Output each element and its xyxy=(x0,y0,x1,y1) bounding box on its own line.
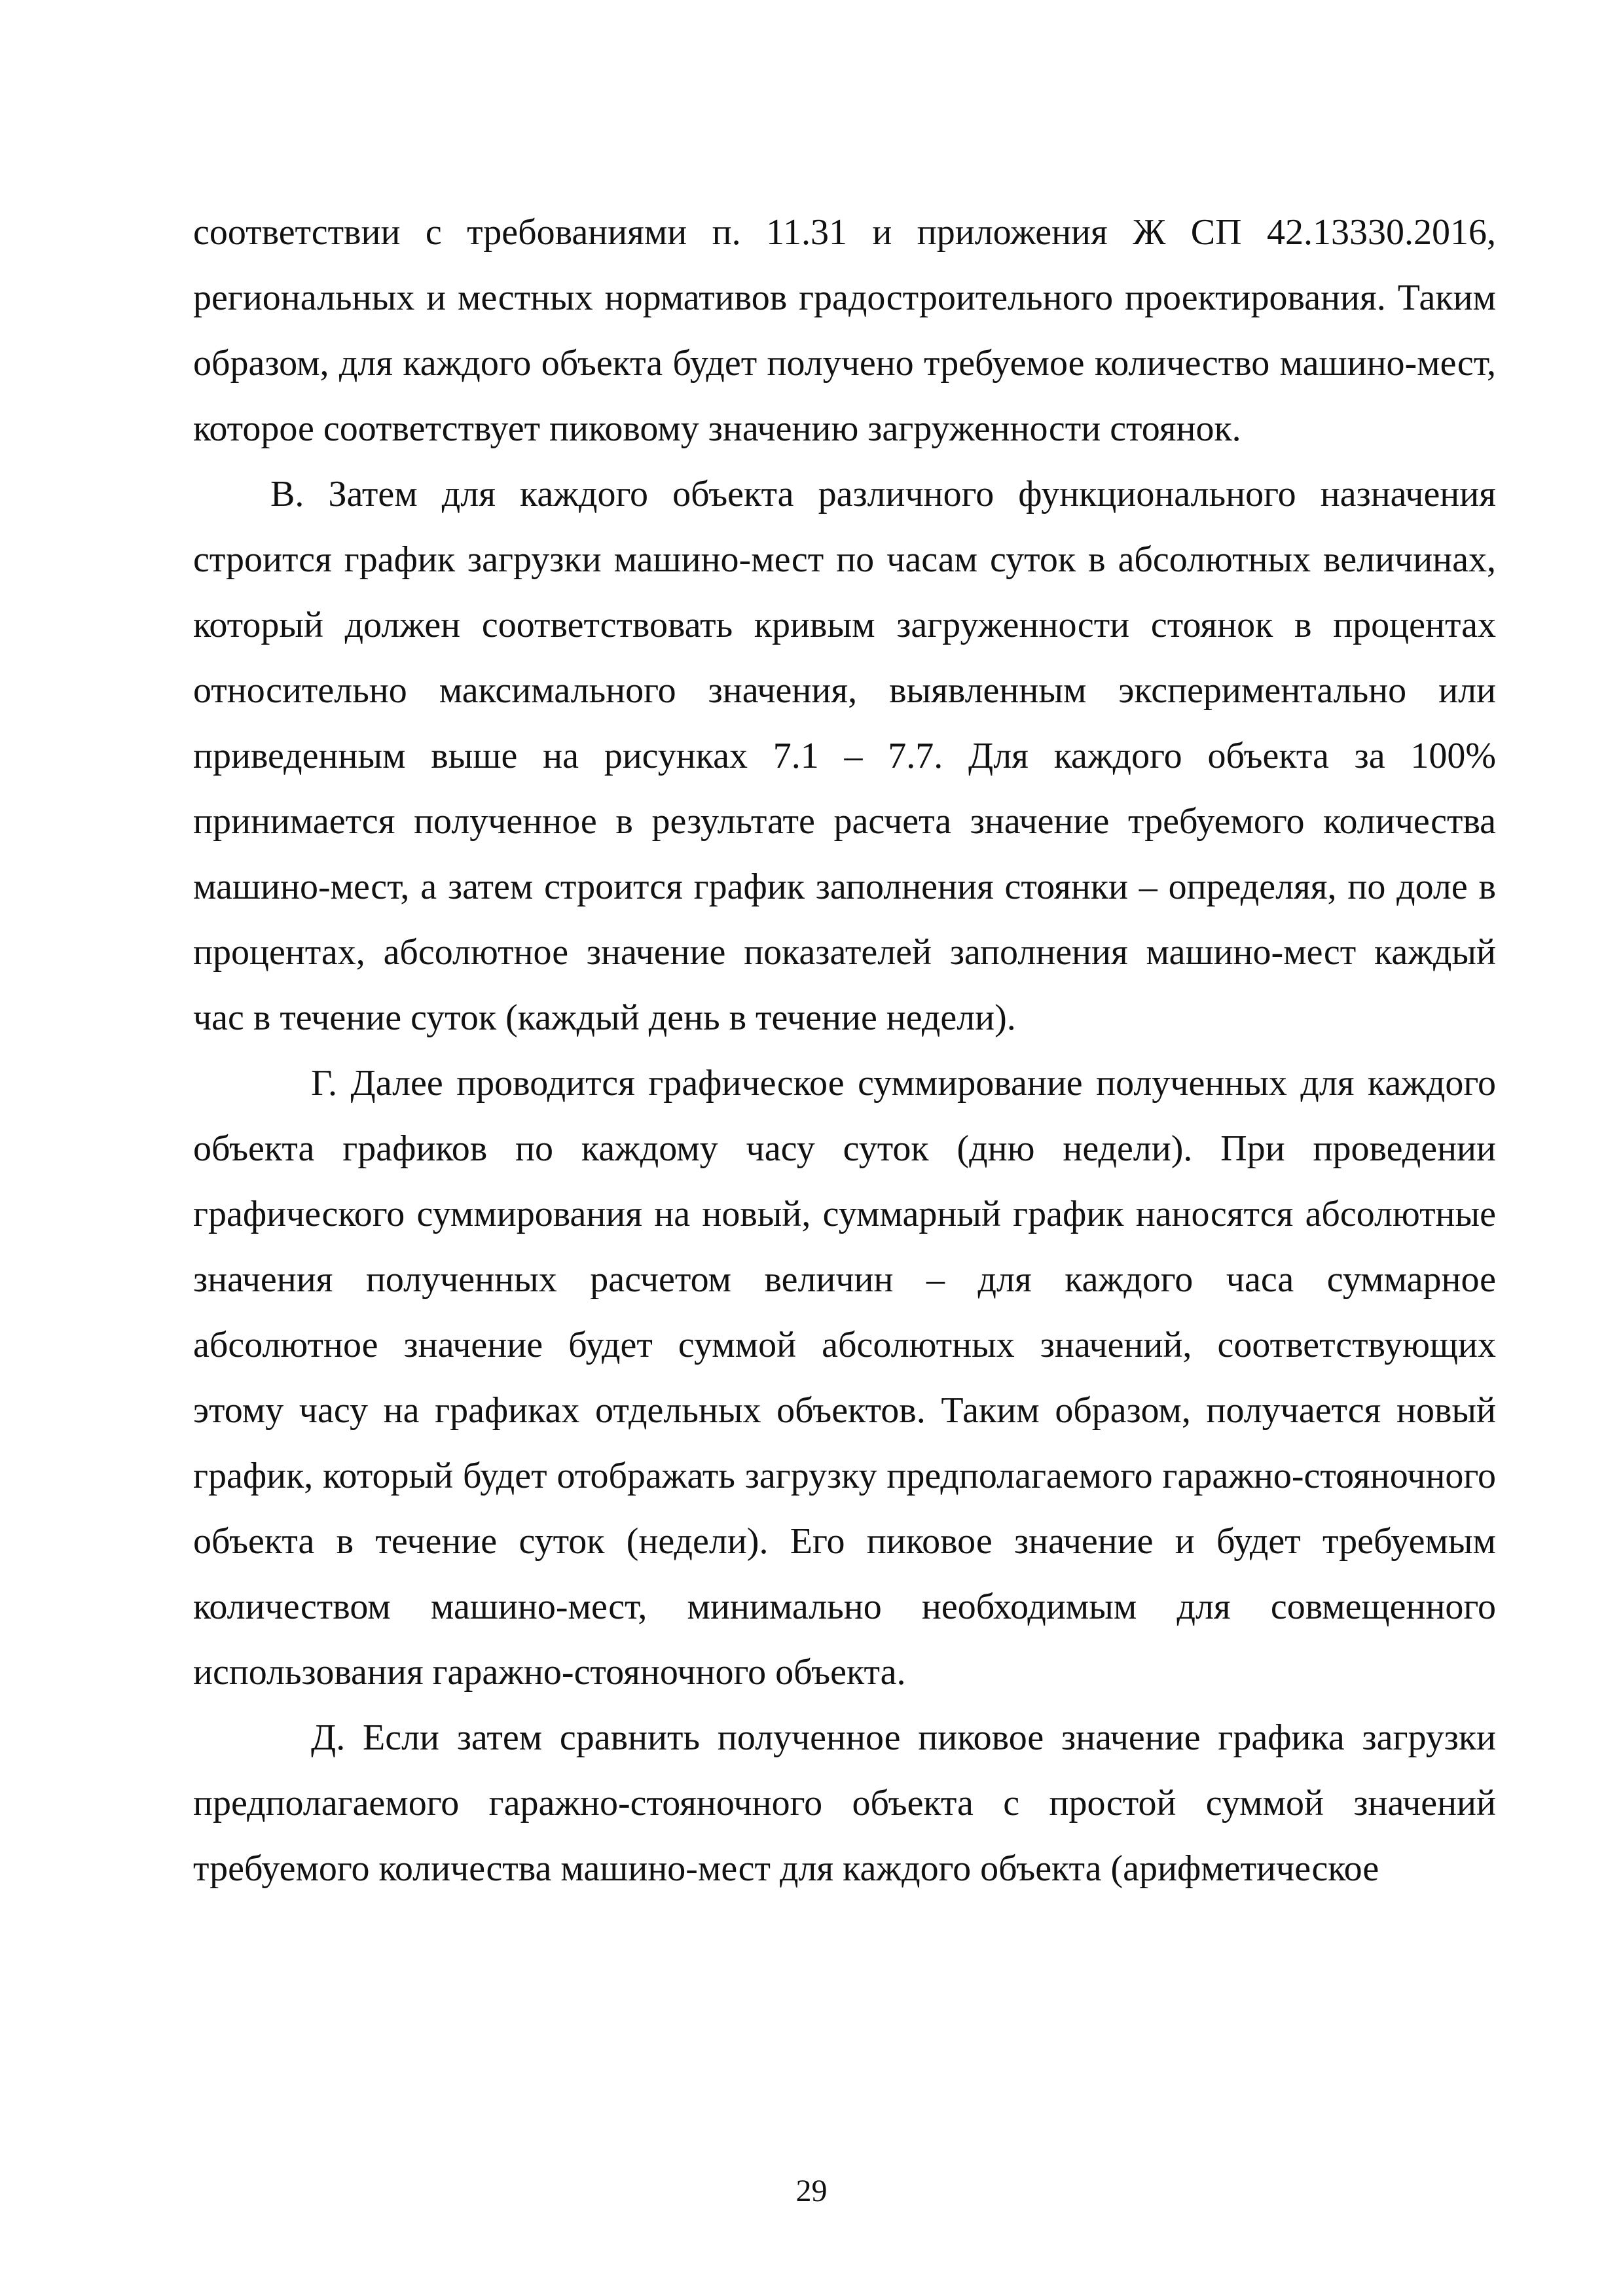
paragraph-item-g: Г. Далее проводится графическое суммирование полученных для каждого объекта графиков по каждому часу суток (дню недели). При проведении графического суммирования на новый, суммарный график наносятся абсолютные значения полученных расчетом величин – для каждого часа суммарное абсолютное значение будет суммой абсолютных значений, соответствующих этому часу на графиках отдельных объектов. Таким образом, получается новый график, который будет отображать загрузку предполагаемого гаражно-стояночного объекта в течение суток (недели). Его пиковое значение и будет требуемым количеством машино-мест, минимально необходимым для совмещенного использования гаражно-стояночного объекта. xyxy=(193,1063,1496,1693)
paragraph-item-v: В. Затем для каждого объекта различного функционального назначения строится график загрузки машино-мест по часам суток в абсолютных величинах, который должен соответствовать кривым загруженности стоянок в процентах относительно максимального значения, выявленным экспериментально или приведенным выше на рисунках 7.1 – 7.7. Для каждого объекта за 100% принимается полученное в результате расчета значение требуемого количества машино-мест, а затем строится график заполнения стоянки – определяя, по доле в процентах, абсолютное значение показателей заполнения машино-мест каждый час в течение суток (каждый день в течение недели). xyxy=(193,474,1496,1038)
paragraph-continuation: соответствии с требованиями п. 11.31 и приложения Ж СП 42.13330.2016, региональных и местных нормативов градостроительного проектирования. Таким образом, для каждого объекта будет получено требуемое количество машино-мест, которое соответствует пиковому значению загруженности стоянок. xyxy=(193,212,1496,449)
page-number: 29 xyxy=(795,2174,828,2208)
paragraph-item-d: Д. Если затем сравнить полученное пиковое значение графика загрузки предполагаемого гаражно-стояночного объекта с простой суммой значений требуемого количества машино-мест для каждого объекта (арифметическое xyxy=(193,1717,1496,1889)
body-text xyxy=(193,200,1496,1901)
